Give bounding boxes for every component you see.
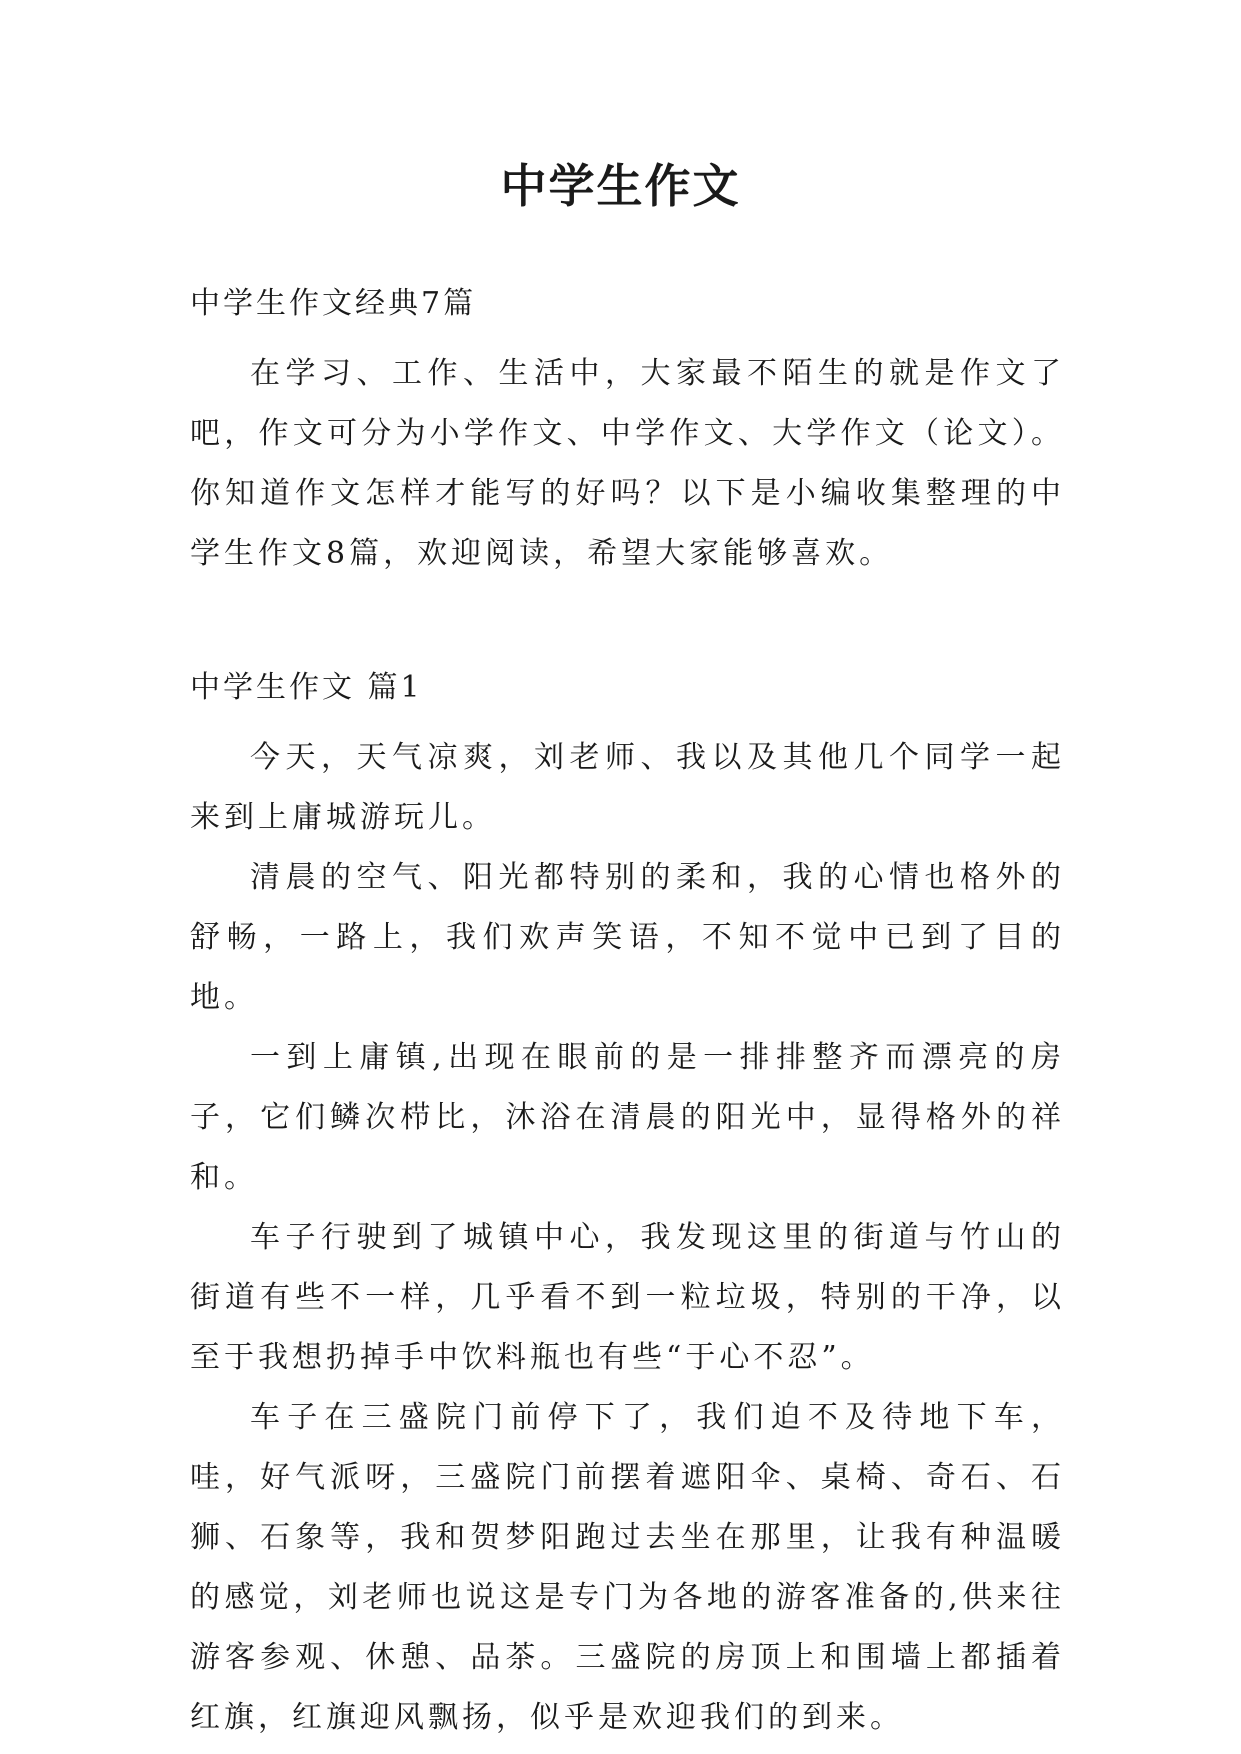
paragraph: 清晨的空气、阳光都特别的柔和，我的心情也格外的舒畅，一路上，我们欢声笑语，不知不觉中已到了目的地。 [190, 860, 1065, 1015]
paragraph: 今天，天气凉爽，刘老师、我以及其他几个同学一起来到上庸城游玩儿。 [190, 740, 1065, 835]
section-heading: 中学生作文 篇1 [190, 670, 423, 705]
document-body [190, 284, 1065, 1748]
paragraph: 车子行驶到了城镇中心，我发现这里的街道与竹山的街道有些不一样，几乎看不到一粒垃圾，特别的干净，以至于我想扔掉手中饮料瓶也有些“于心不忍”。 [190, 1220, 1065, 1375]
intro-paragraph: 在学习、工作、生活中，大家最不陌生的就是作文了吧，作文可分为小学作文、中学作文、大学作文（论文）。你知道作文怎样才能写的好吗？以下是小编收集整理的中学生作文8篇，欢迎阅读，希望大家能够喜欢。 [190, 356, 1065, 571]
paragraph: 一到上庸镇,出现在眼前的是一排排整齐而漂亮的房子，它们鳞次栉比，沐浴在清晨的阳光中，显得格外的祥和。 [190, 1040, 1065, 1195]
paragraph: 车子在三盛院门前停下了，我们迫不及待地下车，哇，好气派呀，三盛院门前摆着遮阳伞、桌椅、奇石、石狮、石象等，我和贺梦阳跑过去坐在那里，让我有种温暖的感觉，刘老师也说这是专门为各地的游客准备的,供来往游客参观、休憩、品茶。三盛院的房顶上和围墙上都插着红旗，红旗迎风飘扬，似乎是欢迎我们的到来。 [190, 1400, 1065, 1735]
page-title: 中学生作文 [500, 159, 741, 213]
document-subtitle: 中学生作文经典7篇 [190, 286, 477, 321]
section-body [190, 728, 1065, 1748]
